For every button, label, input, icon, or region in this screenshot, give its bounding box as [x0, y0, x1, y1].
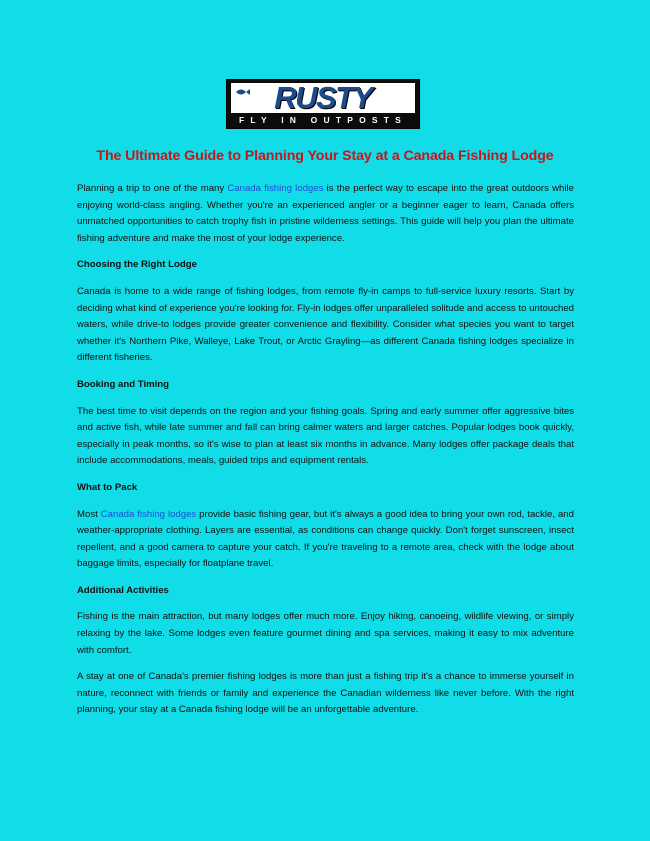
- intro-text-after: is the perfect way to escape into the great outdoors while enjoying world-class angling. Whether you're an experienced angler or a beginner eager to learn, Canada offers unmatched opportunities to catch trophy fish in pristine wilderness settings. This guide will help you plan the ultimate fishing adventure and make the most of your lodge experience.: [77, 183, 574, 244]
- logo-wordmark-panel: [231, 83, 415, 113]
- canada-fishing-lodges-link[interactable]: Canada fishing lodges: [227, 183, 324, 194]
- choosing-lodge-paragraph: Canada is home to a wide range of fishing lodges, from remote fly-in camps to full-service luxury resorts. Start by deciding what kind of experience you're looking for. Fly-in lodges offer unparalleled solitude and access to untouched waters, while drive-to lodges provide greater convenience and flexibility. Consider what species you want to target whether it's Northern Pike, Walleye, Lake Trout, or Arctic Grayling—as different Canada fishing lodges specialize in different fisheries.: [77, 285, 574, 364]
- intro-text-before: Planning a trip to one of the many: [77, 183, 228, 194]
- rusty-myers-logo[interactable]: [226, 79, 420, 129]
- heading-additional-activities: Additional Activities: [77, 584, 169, 596]
- booking-timing-paragraph: The best time to visit depends on the region and your fishing goals. Spring and early summer offer aggressive bites and active fish, while late summer and fall can bring calmer waters and larger catches. Popular lodges book quickly, especially in peak months, so it's wise to plan at least six months in advance. Many lodges offer package deals that include accommodations, meals, guided trips and equipment rentals.: [77, 405, 574, 467]
- closing-paragraph: A stay at one of Canada's premier fishing lodges is more than just a fishing trip it's a chance to immerse yourself in nature, reconnect with friends or family and experience the Canadian wilderness like never before. With the right planning, your stay at a Canada fishing lodge will be an unforgettable adventure.: [77, 671, 574, 716]
- intro-paragraph: [77, 181, 574, 247]
- heading-choosing-lodge: Choosing the Right Lodge: [77, 259, 197, 271]
- logo-brand-name: RUSTY: [274, 83, 372, 113]
- pack-text-before: Most: [77, 508, 101, 520]
- article-body: [77, 181, 574, 719]
- what-to-pack-paragraph: [77, 507, 574, 573]
- heading-booking-timing: Booking and Timing: [77, 378, 170, 390]
- page-title: The Ultimate Guide to Planning Your Stay at a Canada Fishing Lodge: [96, 148, 554, 164]
- logo-tagline: FLY IN OUTPOSTS: [238, 115, 408, 125]
- pack-text-after: provide basic fishing gear, but it's always a good idea to bring your own rod, tackle, and weather-appropriate clothing. Layers are essential, as conditions can change quickly. Don't forget sunscreen, insect repellent, and a good camera to capture your catch. If you're traveling to a remote area, check with the lodge about baggage limits, especially for floatplane travel.: [77, 508, 574, 570]
- canada-fishing-lodges-link-2[interactable]: Canada fishing lodges: [100, 508, 197, 520]
- heading-what-to-pack: What to Pack: [77, 481, 138, 493]
- additional-activities-paragraph: Fishing is the main attraction, but many lodges offer much more. Enjoy hiking, canoeing, wildlife viewing, or simply relaxing by the lake. Some lodges even feature gourmet dining and spa services, making it easy to mix adventure with comfort.: [77, 611, 574, 656]
